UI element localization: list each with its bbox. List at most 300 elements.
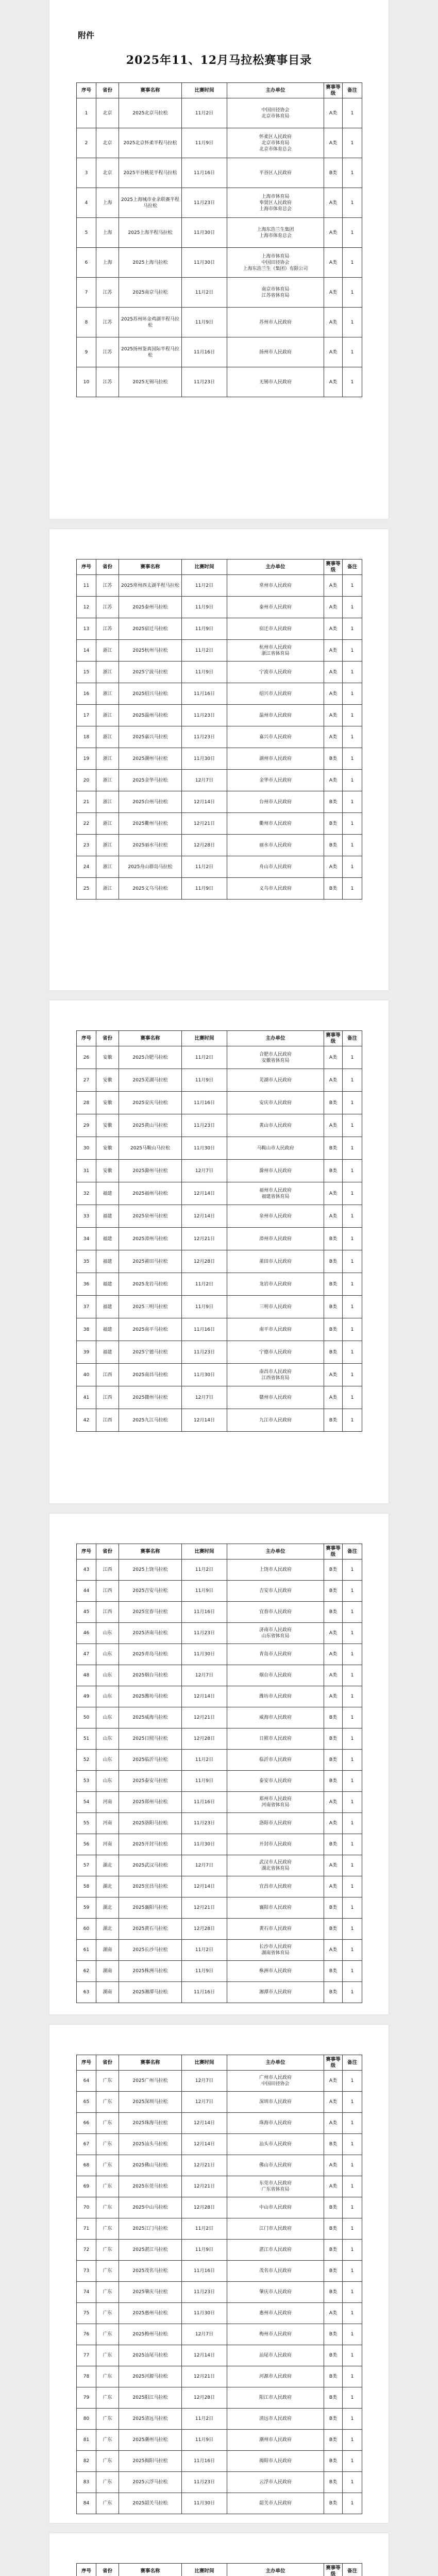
level-cell: A类 (324, 575, 343, 597)
note-cell: 1 (343, 1707, 362, 1728)
column-header-organizer: 主办单位 (227, 1544, 324, 1560)
note-cell: 1 (343, 218, 362, 248)
row-number: 77 (77, 2345, 96, 2366)
event-name-cell: 2025梅州马拉松 (119, 2324, 182, 2345)
organizer-cell: 河源市人民政府 (227, 2366, 324, 2387)
province-cell: 广东 (96, 2197, 119, 2218)
organizer-cell: 马鞍山市人民政府 (227, 1137, 324, 1160)
document-page (49, 1001, 389, 1503)
level-cell: B类 (324, 1318, 343, 1341)
province-cell: 福建 (96, 1296, 119, 1318)
table-row (77, 1581, 362, 1602)
event-name-cell: 2025常州西太湖半程马拉松 (119, 575, 182, 597)
province-cell: 山东 (96, 1750, 119, 1771)
note-cell: 1 (343, 1182, 362, 1205)
date-cell: 12月14日 (182, 1182, 227, 1205)
organizer-cell: 丽水市人民政府 (227, 835, 324, 856)
organizer-cell: 青岛市人民政府 (227, 1644, 324, 1665)
table-row (77, 1205, 362, 1228)
province-cell: 安徽 (96, 1046, 119, 1069)
row-number: 81 (77, 2430, 96, 2451)
date-cell: 11月9日 (182, 1961, 227, 1982)
event-name-cell: 2025上海城市业余联赛半程马拉松 (119, 188, 182, 218)
note-cell: 1 (343, 1318, 362, 1341)
note-cell: 1 (343, 618, 362, 640)
table-row (77, 2282, 362, 2303)
row-number: 26 (77, 1046, 96, 1069)
level-cell: A类 (324, 1813, 343, 1834)
province-cell: 福建 (96, 1205, 119, 1228)
row-number: 25 (77, 878, 96, 900)
level-cell: B类 (324, 1273, 343, 1296)
province-cell: 江西 (96, 1581, 119, 1602)
table-row (77, 2218, 362, 2240)
organizer-cell: 福州市人民政府 福建省体育局 (227, 1182, 324, 1205)
organizer-cell: 吉安市人民政府 (227, 1581, 324, 1602)
organizer-cell: 阳江市人民政府 (227, 2387, 324, 2409)
level-cell: B类 (324, 1602, 343, 1623)
date-cell: 12月21日 (182, 2366, 227, 2387)
note-cell: 1 (343, 98, 362, 128)
organizer-cell: 济南市人民政府 山东省体育局 (227, 1623, 324, 1644)
level-cell: B类 (324, 2366, 343, 2387)
date-cell: 11月2日 (182, 278, 227, 308)
note-cell: 1 (343, 2366, 362, 2387)
organizer-cell: 清远市人民政府 (227, 2409, 324, 2430)
row-number: 78 (77, 2366, 96, 2387)
date-cell: 11月2日 (182, 98, 227, 128)
table-row (77, 2155, 362, 2176)
table-header-row (77, 2564, 362, 2576)
organizer-cell: 宁德市人民政府 (227, 1341, 324, 1364)
table-row (77, 1876, 362, 1897)
table-row (77, 1602, 362, 1623)
table-row (77, 1855, 362, 1876)
column-header-level: 赛事等级 (324, 1544, 343, 1560)
note-cell: 1 (343, 2113, 362, 2134)
table-row (77, 2493, 362, 2514)
organizer-cell: 绍兴市人民政府 (227, 683, 324, 705)
organizer-cell: 湖州市人民政府 (227, 748, 324, 770)
date-cell: 11月2日 (182, 640, 227, 662)
column-header-level: 赛事等级 (324, 2564, 343, 2576)
event-name-cell: 2025潮州马拉松 (119, 2430, 182, 2451)
table-row (77, 2071, 362, 2092)
province-cell: 浙江 (96, 770, 119, 791)
row-number: 36 (77, 1273, 96, 1296)
row-number: 73 (77, 2261, 96, 2282)
level-cell: A类 (324, 1665, 343, 1686)
row-number: 68 (77, 2155, 96, 2176)
date-cell: 12月7日 (182, 2071, 227, 2092)
row-number: 44 (77, 1581, 96, 1602)
date-cell: 11月9日 (182, 128, 227, 158)
table-row (77, 1940, 362, 1961)
province-cell: 上海 (96, 218, 119, 248)
province-cell: 山东 (96, 1686, 119, 1707)
date-cell: 12月7日 (182, 2092, 227, 2113)
table-row (77, 1386, 362, 1409)
column-header-date: 比赛时间 (182, 83, 227, 98)
organizer-cell: 芜湖市人民政府 (227, 1069, 324, 1092)
event-name-cell: 2025黄石马拉松 (119, 1919, 182, 1940)
table-header-row (77, 1031, 362, 1046)
organizer-cell: 莆田市人民政府 (227, 1250, 324, 1273)
date-cell: 12月14日 (182, 2134, 227, 2155)
row-number: 61 (77, 1940, 96, 1961)
level-cell: B类 (324, 1409, 343, 1432)
row-number: 74 (77, 2282, 96, 2303)
event-name-cell: 2025日照马拉松 (119, 1728, 182, 1750)
table-row (77, 248, 362, 278)
note-cell: 1 (343, 2345, 362, 2366)
level-cell: A类 (324, 218, 343, 248)
date-cell: 12月28日 (182, 1250, 227, 1273)
row-number: 18 (77, 726, 96, 748)
organizer-cell: 义乌市人民政府 (227, 878, 324, 900)
column-header-note: 备注 (343, 2055, 362, 2071)
row-number: 57 (77, 1855, 96, 1876)
note-cell: 1 (343, 1228, 362, 1250)
column-header-province: 省份 (96, 83, 119, 98)
note-cell: 1 (343, 1665, 362, 1686)
table-row (77, 1665, 362, 1686)
organizer-cell: 潍坊市人民政府 (227, 1686, 324, 1707)
note-cell: 1 (343, 2282, 362, 2303)
column-header-province: 省份 (96, 2564, 119, 2576)
organizer-cell: 广州市人民政府 中国田径协会 (227, 2071, 324, 2092)
level-cell: B类 (324, 2282, 343, 2303)
level-cell: B类 (324, 2430, 343, 2451)
table-row (77, 1982, 362, 2003)
table-row (77, 1750, 362, 1771)
province-cell: 广东 (96, 2430, 119, 2451)
note-cell: 1 (343, 878, 362, 900)
level-cell: A类 (324, 1876, 343, 1897)
province-cell: 福建 (96, 1250, 119, 1273)
organizer-cell: 开封市人民政府 (227, 1834, 324, 1855)
province-cell: 河南 (96, 1813, 119, 1834)
table-row (77, 1686, 362, 1707)
note-cell: 1 (343, 1771, 362, 1792)
date-cell: 11月9日 (182, 1771, 227, 1792)
province-cell: 河南 (96, 1792, 119, 1813)
table-row (77, 1707, 362, 1728)
column-header-province: 省份 (96, 1544, 119, 1560)
level-cell: A类 (324, 1686, 343, 1707)
province-cell: 广东 (96, 2176, 119, 2197)
province-cell: 江苏 (96, 575, 119, 597)
organizer-cell: 深圳市人民政府 (227, 2092, 324, 2113)
province-cell: 广东 (96, 2218, 119, 2240)
level-cell: A类 (324, 2303, 343, 2324)
row-number: 24 (77, 856, 96, 878)
row-number: 21 (77, 791, 96, 813)
province-cell: 浙江 (96, 878, 119, 900)
province-cell: 广东 (96, 2092, 119, 2113)
row-number: 65 (77, 2092, 96, 2113)
column-header-note: 备注 (343, 1544, 362, 1560)
row-number: 76 (77, 2324, 96, 2345)
level-cell: A类 (324, 1940, 343, 1961)
table-row (77, 98, 362, 128)
level-cell: A类 (324, 1205, 343, 1228)
date-cell: 11月30日 (182, 1137, 227, 1160)
level-cell: A类 (324, 770, 343, 791)
province-cell: 广东 (96, 2493, 119, 2514)
level-cell: B类 (324, 2493, 343, 2514)
level-cell: B类 (324, 2218, 343, 2240)
province-cell: 江苏 (96, 618, 119, 640)
province-cell: 广东 (96, 2472, 119, 2493)
row-number: 62 (77, 1961, 96, 1982)
level-cell: A类 (324, 1623, 343, 1644)
column-header-note: 备注 (343, 560, 362, 575)
note-cell: 1 (343, 856, 362, 878)
date-cell: 11月23日 (182, 2472, 227, 2493)
note-cell: 1 (343, 726, 362, 748)
organizer-cell: 常州市人民政府 (227, 575, 324, 597)
row-number: 66 (77, 2113, 96, 2134)
date-cell: 11月2日 (182, 1046, 227, 1069)
province-cell: 河南 (96, 1834, 119, 1855)
event-name-cell: 2025南京马拉松 (119, 278, 182, 308)
province-cell: 山东 (96, 1728, 119, 1750)
date-cell: 11月30日 (182, 1364, 227, 1386)
row-number: 79 (77, 2387, 96, 2409)
level-cell: A类 (324, 1386, 343, 1409)
row-number: 32 (77, 1182, 96, 1205)
table-row (77, 1250, 362, 1273)
event-name-cell: 2025襄阳马拉松 (119, 1897, 182, 1919)
table-row (77, 1092, 362, 1114)
table-row (77, 2324, 362, 2345)
date-cell: 12月28日 (182, 1728, 227, 1750)
province-cell: 广东 (96, 2071, 119, 2092)
organizer-cell: 舟山市人民政府 (227, 856, 324, 878)
date-cell: 11月2日 (182, 1560, 227, 1581)
row-number: 84 (77, 2493, 96, 2514)
column-header-name: 赛事名称 (119, 1031, 182, 1046)
province-cell: 江苏 (96, 367, 119, 397)
event-table (76, 82, 362, 397)
row-number: 6 (77, 248, 96, 278)
date-cell: 11月30日 (182, 748, 227, 770)
date-cell: 11月23日 (182, 1623, 227, 1644)
level-cell: B类 (324, 2451, 343, 2472)
province-cell: 广东 (96, 2134, 119, 2155)
province-cell: 浙江 (96, 726, 119, 748)
event-name-cell: 2025长沙马拉松 (119, 1940, 182, 1961)
row-number: 40 (77, 1364, 96, 1386)
level-cell: B类 (324, 1137, 343, 1160)
row-number: 31 (77, 1160, 96, 1182)
date-cell: 11月9日 (182, 1069, 227, 1092)
province-cell: 安徽 (96, 1114, 119, 1137)
event-name-cell: 2025临沂马拉松 (119, 1750, 182, 1771)
note-cell: 1 (343, 1792, 362, 1813)
level-cell: A类 (324, 2155, 343, 2176)
table-row (77, 1919, 362, 1940)
table-row (77, 1771, 362, 1792)
row-number: 83 (77, 2472, 96, 2493)
province-cell: 浙江 (96, 856, 119, 878)
document-page (49, 1514, 389, 2014)
table-row (77, 1834, 362, 1855)
event-name-cell: 2025泰安马拉松 (119, 1771, 182, 1792)
organizer-cell: 湘潭市人民政府 (227, 1982, 324, 2003)
organizer-cell: 烟台市人民政府 (227, 1665, 324, 1686)
table-row (77, 337, 362, 367)
date-cell: 11月2日 (182, 856, 227, 878)
date-cell: 11月2日 (182, 575, 227, 597)
row-number: 51 (77, 1728, 96, 1750)
table-row (77, 813, 362, 835)
note-cell: 1 (343, 337, 362, 367)
table-row (77, 2430, 362, 2451)
organizer-cell: 杭州市人民政府 浙江省体育局 (227, 640, 324, 662)
column-header-name: 赛事名称 (119, 83, 182, 98)
note-cell: 1 (343, 1982, 362, 2003)
event-name-cell: 2025广州马拉松 (119, 2071, 182, 2092)
table-row (77, 2197, 362, 2218)
level-cell: B类 (324, 1707, 343, 1728)
level-cell: B类 (324, 2134, 343, 2155)
event-table (76, 1030, 362, 1432)
organizer-cell: 泰州市人民政府 (227, 597, 324, 618)
column-header-name: 赛事名称 (119, 2564, 182, 2576)
note-cell: 1 (343, 2303, 362, 2324)
row-number: 38 (77, 1318, 96, 1341)
event-name-cell: 2025三明马拉松 (119, 1296, 182, 1318)
level-cell: B类 (324, 2472, 343, 2493)
table-row (77, 367, 362, 397)
event-name-cell: 2025中山马拉松 (119, 2197, 182, 2218)
note-cell: 1 (343, 1160, 362, 1182)
date-cell: 12月14日 (182, 2113, 227, 2134)
organizer-cell: 安庆市人民政府 (227, 1092, 324, 1114)
level-cell: B类 (324, 1296, 343, 1318)
row-number: 37 (77, 1296, 96, 1318)
event-name-cell: 2025嘉兴马拉松 (119, 726, 182, 748)
province-cell: 福建 (96, 1182, 119, 1205)
level-cell: A类 (324, 248, 343, 278)
row-number: 13 (77, 618, 96, 640)
note-cell: 1 (343, 1250, 362, 1273)
row-number: 46 (77, 1623, 96, 1644)
date-cell: 11月16日 (182, 683, 227, 705)
event-name-cell: 2025泰州马拉松 (119, 597, 182, 618)
table-row (77, 158, 362, 188)
province-cell: 浙江 (96, 705, 119, 726)
table-row (77, 1273, 362, 1296)
level-cell: A类 (324, 856, 343, 878)
event-name-cell: 2025株洲马拉松 (119, 1961, 182, 1982)
row-number: 43 (77, 1560, 96, 1581)
table-row (77, 218, 362, 248)
province-cell: 湖南 (96, 1961, 119, 1982)
document-page (49, 2533, 389, 2576)
level-cell: A类 (324, 367, 343, 397)
row-number: 4 (77, 188, 96, 218)
note-cell: 1 (343, 813, 362, 835)
event-name-cell: 2025上饶马拉松 (119, 1560, 182, 1581)
level-cell: A类 (324, 1364, 343, 1386)
column-header-name: 赛事名称 (119, 560, 182, 575)
table-row (77, 2113, 362, 2134)
level-cell: A类 (324, 2092, 343, 2113)
date-cell: 11月16日 (182, 1318, 227, 1341)
province-cell: 广东 (96, 2324, 119, 2345)
level-cell: B类 (324, 1092, 343, 1114)
province-cell: 山东 (96, 1665, 119, 1686)
province-cell: 安徽 (96, 1160, 119, 1182)
level-cell: B类 (324, 878, 343, 900)
note-cell: 1 (343, 248, 362, 278)
row-number: 67 (77, 2134, 96, 2155)
note-cell: 1 (343, 1623, 362, 1644)
column-header-organizer: 主办单位 (227, 2055, 324, 2071)
date-cell: 12月7日 (182, 1160, 227, 1182)
province-cell: 湖北 (96, 1855, 119, 1876)
province-cell: 湖南 (96, 1940, 119, 1961)
province-cell: 广东 (96, 2387, 119, 2409)
level-cell: A类 (324, 705, 343, 726)
table-row (77, 2261, 362, 2282)
date-cell: 11月23日 (182, 2282, 227, 2303)
table-row (77, 1560, 362, 1581)
note-cell: 1 (343, 1046, 362, 1069)
date-cell: 11月16日 (182, 2261, 227, 2282)
table-row (77, 2409, 362, 2430)
date-cell: 12月14日 (182, 2345, 227, 2366)
date-cell: 12月7日 (182, 1665, 227, 1686)
event-name-cell: 2025东莞马拉松 (119, 2176, 182, 2197)
row-number: 59 (77, 1897, 96, 1919)
column-header-level: 赛事等级 (324, 83, 343, 98)
date-cell: 11月9日 (182, 308, 227, 337)
level-cell: A类 (324, 308, 343, 337)
event-name-cell: 2025宁德马拉松 (119, 1341, 182, 1364)
event-name-cell: 2025汕尾马拉松 (119, 2345, 182, 2366)
level-cell: B类 (324, 2197, 343, 2218)
level-cell: B类 (324, 1919, 343, 1940)
date-cell: 11月30日 (182, 2493, 227, 2514)
row-number: 16 (77, 683, 96, 705)
table-row (77, 1228, 362, 1250)
organizer-cell: 东莞市人民政府 广东省体育局 (227, 2176, 324, 2197)
column-header-date: 比赛时间 (182, 2055, 227, 2071)
event-table (76, 2055, 362, 2514)
event-name-cell: 2025茂名马拉松 (119, 2261, 182, 2282)
province-cell: 北京 (96, 158, 119, 188)
level-cell: A类 (324, 1182, 343, 1205)
row-number: 42 (77, 1409, 96, 1432)
row-number: 80 (77, 2409, 96, 2430)
column-header-no: 序号 (77, 2564, 96, 2576)
note-cell: 1 (343, 2324, 362, 2345)
organizer-cell: 梅州市人民政府 (227, 2324, 324, 2345)
organizer-cell: 宁波市人民政府 (227, 662, 324, 683)
table-header-row (77, 1544, 362, 1560)
row-number: 30 (77, 1137, 96, 1160)
level-cell: A类 (324, 726, 343, 748)
level-cell: A类 (324, 683, 343, 705)
note-cell: 1 (343, 705, 362, 726)
event-name-cell: 2025上海马拉松 (119, 248, 182, 278)
organizer-cell: 揭阳市人民政府 (227, 2451, 324, 2472)
table-row (77, 1961, 362, 1982)
